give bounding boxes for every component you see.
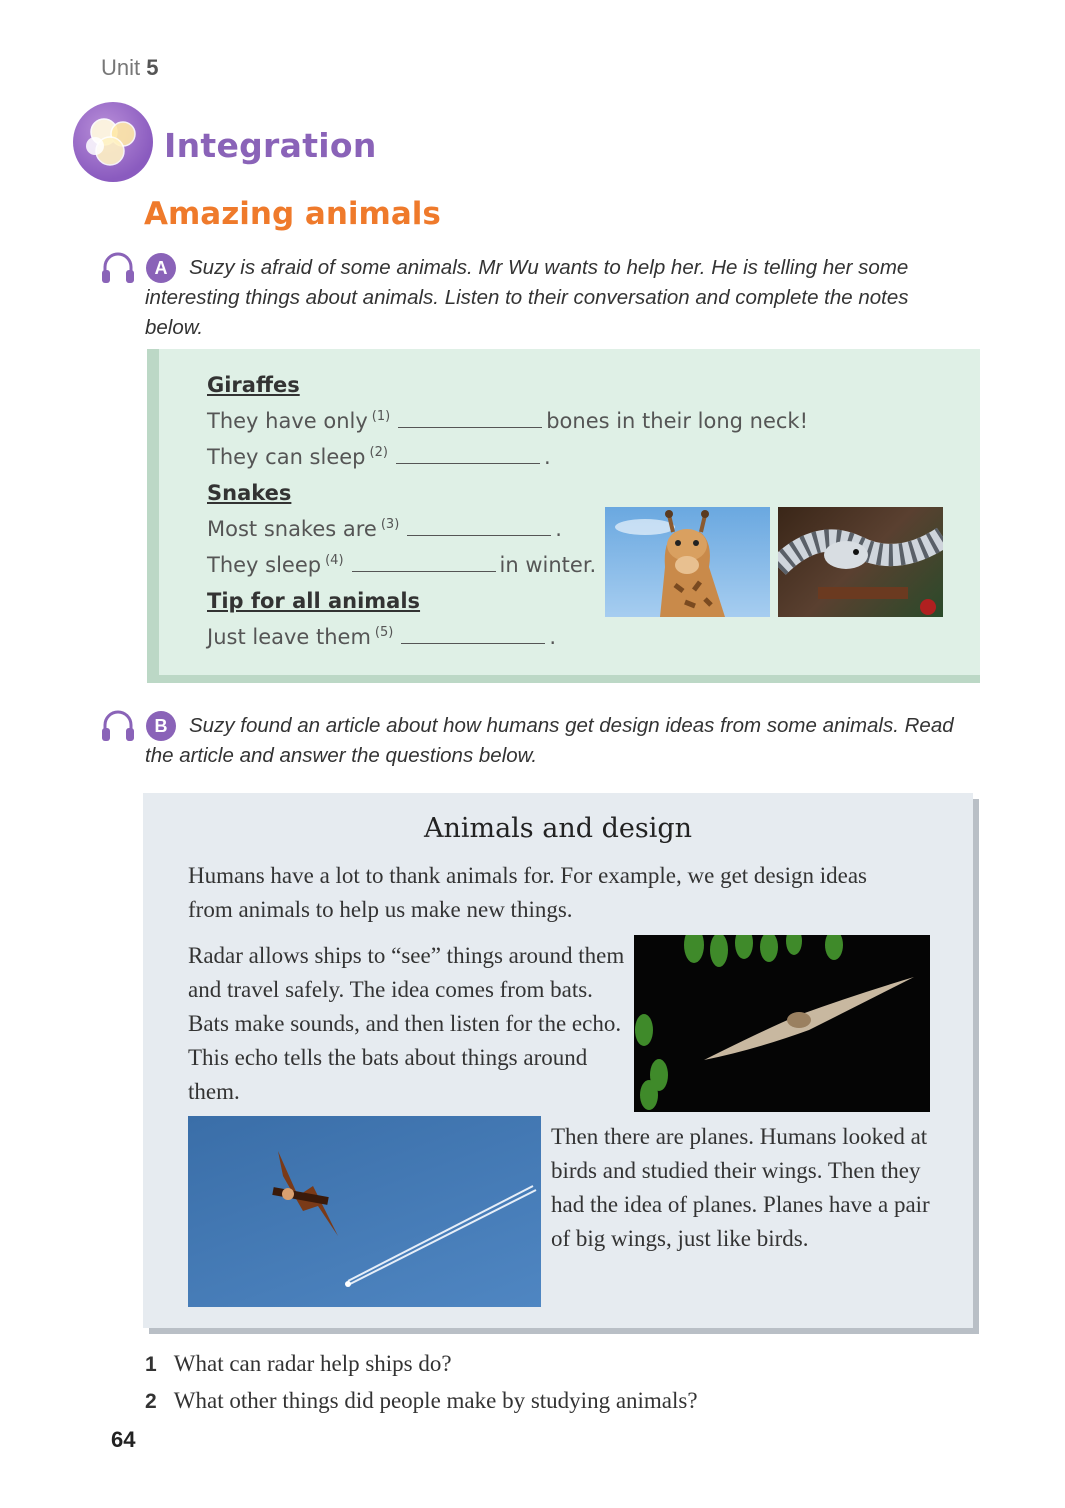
- question-2: 2 What other things did people make by studying animals?: [145, 1388, 698, 1413]
- section-title: Integration: [164, 126, 377, 165]
- question-1: 1 What can radar help ships do?: [145, 1351, 452, 1376]
- article-title: Animals and design: [423, 813, 693, 844]
- note-line-3: Most snakes are $^{(3)}$ .: [207, 517, 562, 541]
- article-paragraph-3: Then there are planes. Humans looked at birds and studied their wings. Then they had the idea of planes. Planes have a pair of big wings, just like birds.: [551, 1124, 930, 1251]
- answer-blank-2[interactable]: [396, 445, 540, 464]
- answer-blank-4[interactable]: [352, 553, 496, 572]
- bird-and-plane-photo: [188, 1116, 541, 1307]
- topic-title: Amazing animals: [144, 196, 441, 232]
- bat-photo: [634, 935, 930, 1112]
- answer-blank-3[interactable]: [407, 517, 551, 536]
- unit-number: 5: [146, 55, 159, 80]
- headphones-icon[interactable]: [100, 250, 136, 290]
- part-b-instruction: Suzy found an article about how humans get design ideas from some animals. Read the article and answer the questions below.: [145, 714, 954, 767]
- answer-blank-5[interactable]: [401, 625, 545, 644]
- unit-label: Unit 5: [101, 55, 159, 80]
- note-line-4: They sleep $^{(4)}$ in winter.: [207, 553, 597, 577]
- part-b-badge: B: [146, 711, 176, 741]
- headphones-icon[interactable]: [100, 708, 136, 748]
- snake-photo: [778, 507, 943, 617]
- note-line-2: They can sleep $^{(2)}$ .: [207, 445, 551, 469]
- note-line-5: Just leave them $^{(5)}$ .: [207, 625, 557, 649]
- article-paragraph-1: Humans have a lot to thank animals for. For example, we get design ideas from animals to help us make new things.: [188, 863, 867, 922]
- article-paragraph-2: Radar allows ships to “see” things around them and travel safely. The idea comes from bats. Bats make sounds, and then listen for the echo. This echo tells the bats about things around them.: [188, 943, 625, 1104]
- giraffes-heading: Giraffes: [207, 373, 300, 397]
- giraffe-photo: [605, 507, 770, 617]
- part-a-instruction: Suzy is afraid of some animals. Mr Wu wants to help her. He is telling her some interesting things about animals. Listen to their conversation and complete the notes below.: [145, 256, 909, 339]
- integration-logo-icon: [73, 102, 153, 182]
- page-number: 64: [111, 1427, 136, 1452]
- tip-heading: Tip for all animals: [207, 589, 421, 613]
- note-line-1: They have only $^{(1)}$ bones in their long neck!: [207, 409, 809, 433]
- part-a-badge: A: [146, 253, 176, 283]
- answer-blank-1[interactable]: [398, 409, 542, 428]
- snakes-heading: Snakes: [207, 481, 292, 505]
